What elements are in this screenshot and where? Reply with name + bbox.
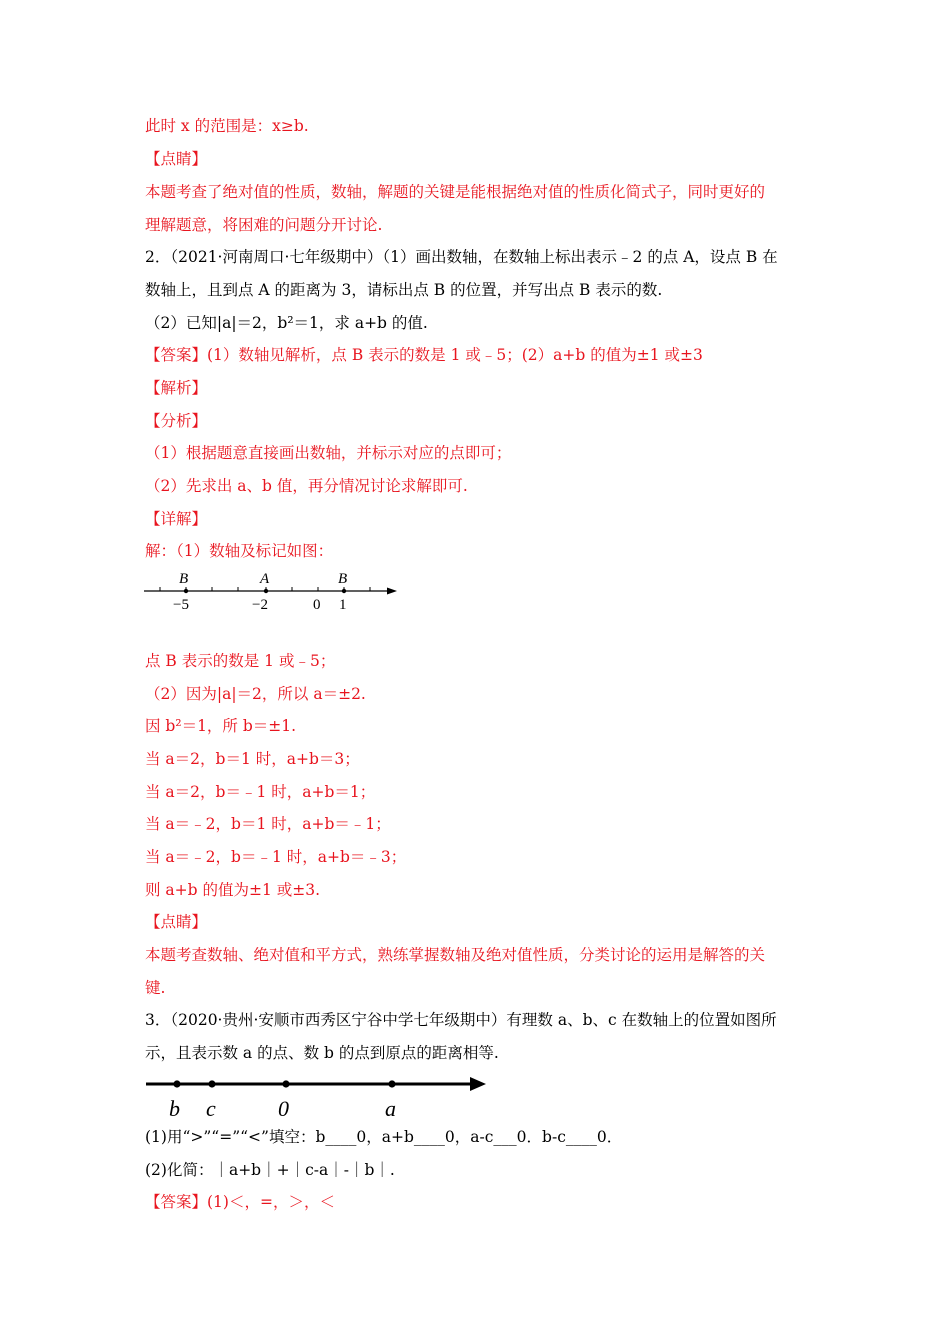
text-line: 理解题意，将困难的问题分开讨论.: [145, 216, 383, 234]
text-line: 此时 x 的范围是：x≥b.: [145, 117, 309, 135]
text-line: 当 a＝﹣2，b＝﹣1 时，a+b＝﹣3；: [145, 848, 407, 866]
tick-label: 0: [313, 597, 321, 613]
section-heading: 【详解】: [145, 510, 208, 528]
text-line: 本题考查数轴、绝对值和平方式，熟练掌握数轴及绝对值性质，分类讨论的运用是解答的关: [145, 946, 766, 964]
point-label-c: c: [206, 1096, 216, 1121]
text-line: （1）根据题意直接画出数轴，并标示对应的点即可；: [145, 444, 512, 462]
text-line: 则 a+b 的值为±1 或±3.: [145, 881, 321, 899]
text-line: 点 B 表示的数是 1 或﹣5；: [145, 652, 336, 670]
section-heading: 【点睛】: [145, 150, 208, 168]
text-line: （2）先求出 a、b 值，再分情况讨论求解即可.: [145, 477, 468, 495]
text-line: 本题考查了绝对值的性质，数轴，解题的关键是能根据绝对值的性质化简式子，同时更好的: [145, 183, 766, 201]
point-label-b-left: B: [179, 571, 189, 587]
text-line: 因 b²＝1，所 b＝±1.: [145, 717, 297, 735]
text-line: 当 a＝2，b＝1 时，a+b＝3；: [145, 750, 360, 768]
text-line: 示，且表示数 a 的点、数 b 的点到原点的距离相等.: [145, 1044, 499, 1062]
tick-label: −5: [173, 597, 189, 613]
question-2-title: 2．（2021·河南周口·七年级期中）（1）画出数轴，在数轴上标出表示﹣2 的点 A，设点 B 在: [145, 248, 778, 266]
point-label-a: a: [385, 1096, 396, 1121]
point-label-b-right: B: [338, 571, 348, 587]
point-label-a: A: [260, 571, 270, 587]
number-line-figure-1: [140, 565, 410, 615]
text-line: （2）因为|a|＝2，所以 a＝±2.: [145, 685, 366, 703]
text-line: 数轴上，且到点 A 的距离为 3，请标出点 B 的位置，并写出点 B 表示的数.: [145, 281, 663, 299]
answer-line: 【答案】(1）数轴见解析，点 B 表示的数是 1 或﹣5；(2）a+b 的值为±1 或±3: [145, 346, 703, 364]
tick-label: −2: [252, 597, 268, 613]
number-line-figure-2: [140, 1074, 490, 1124]
text-line: （2）已知|a|＝2，b²＝1，求 a+b 的值.: [145, 314, 428, 332]
text-line: (2)化简：｜a+b｜+｜c-a｜-｜b｜.: [145, 1161, 395, 1179]
answer-line: 【答案】(1)＜，=，＞，＜: [145, 1193, 335, 1211]
section-heading: 【解析】: [145, 379, 208, 397]
tick-label: 1: [339, 597, 347, 613]
origin-label: 0: [278, 1096, 289, 1121]
text-line: 当 a＝﹣2，b＝1 时，a+b＝﹣1；: [145, 815, 391, 833]
text-line: 当 a＝2，b＝﹣1 时，a+b＝1；: [145, 783, 376, 801]
question-3-title: 3．（2020·贵州·安顺市西秀区宁谷中学七年级期中）有理数 a、b、c 在数轴上的位置如图所: [145, 1011, 777, 1029]
point-label-b: b: [169, 1096, 180, 1121]
section-heading: 【点睛】: [145, 913, 208, 931]
text-line: 键.: [145, 979, 166, 997]
text-line: 解：（1）数轴及标记如图：: [145, 542, 334, 560]
text-line: (1)用“>”“=”“<”填空：b____0，a+b____0，a-c___0．b-c____0．: [145, 1128, 623, 1146]
section-heading: 【分析】: [145, 412, 208, 430]
